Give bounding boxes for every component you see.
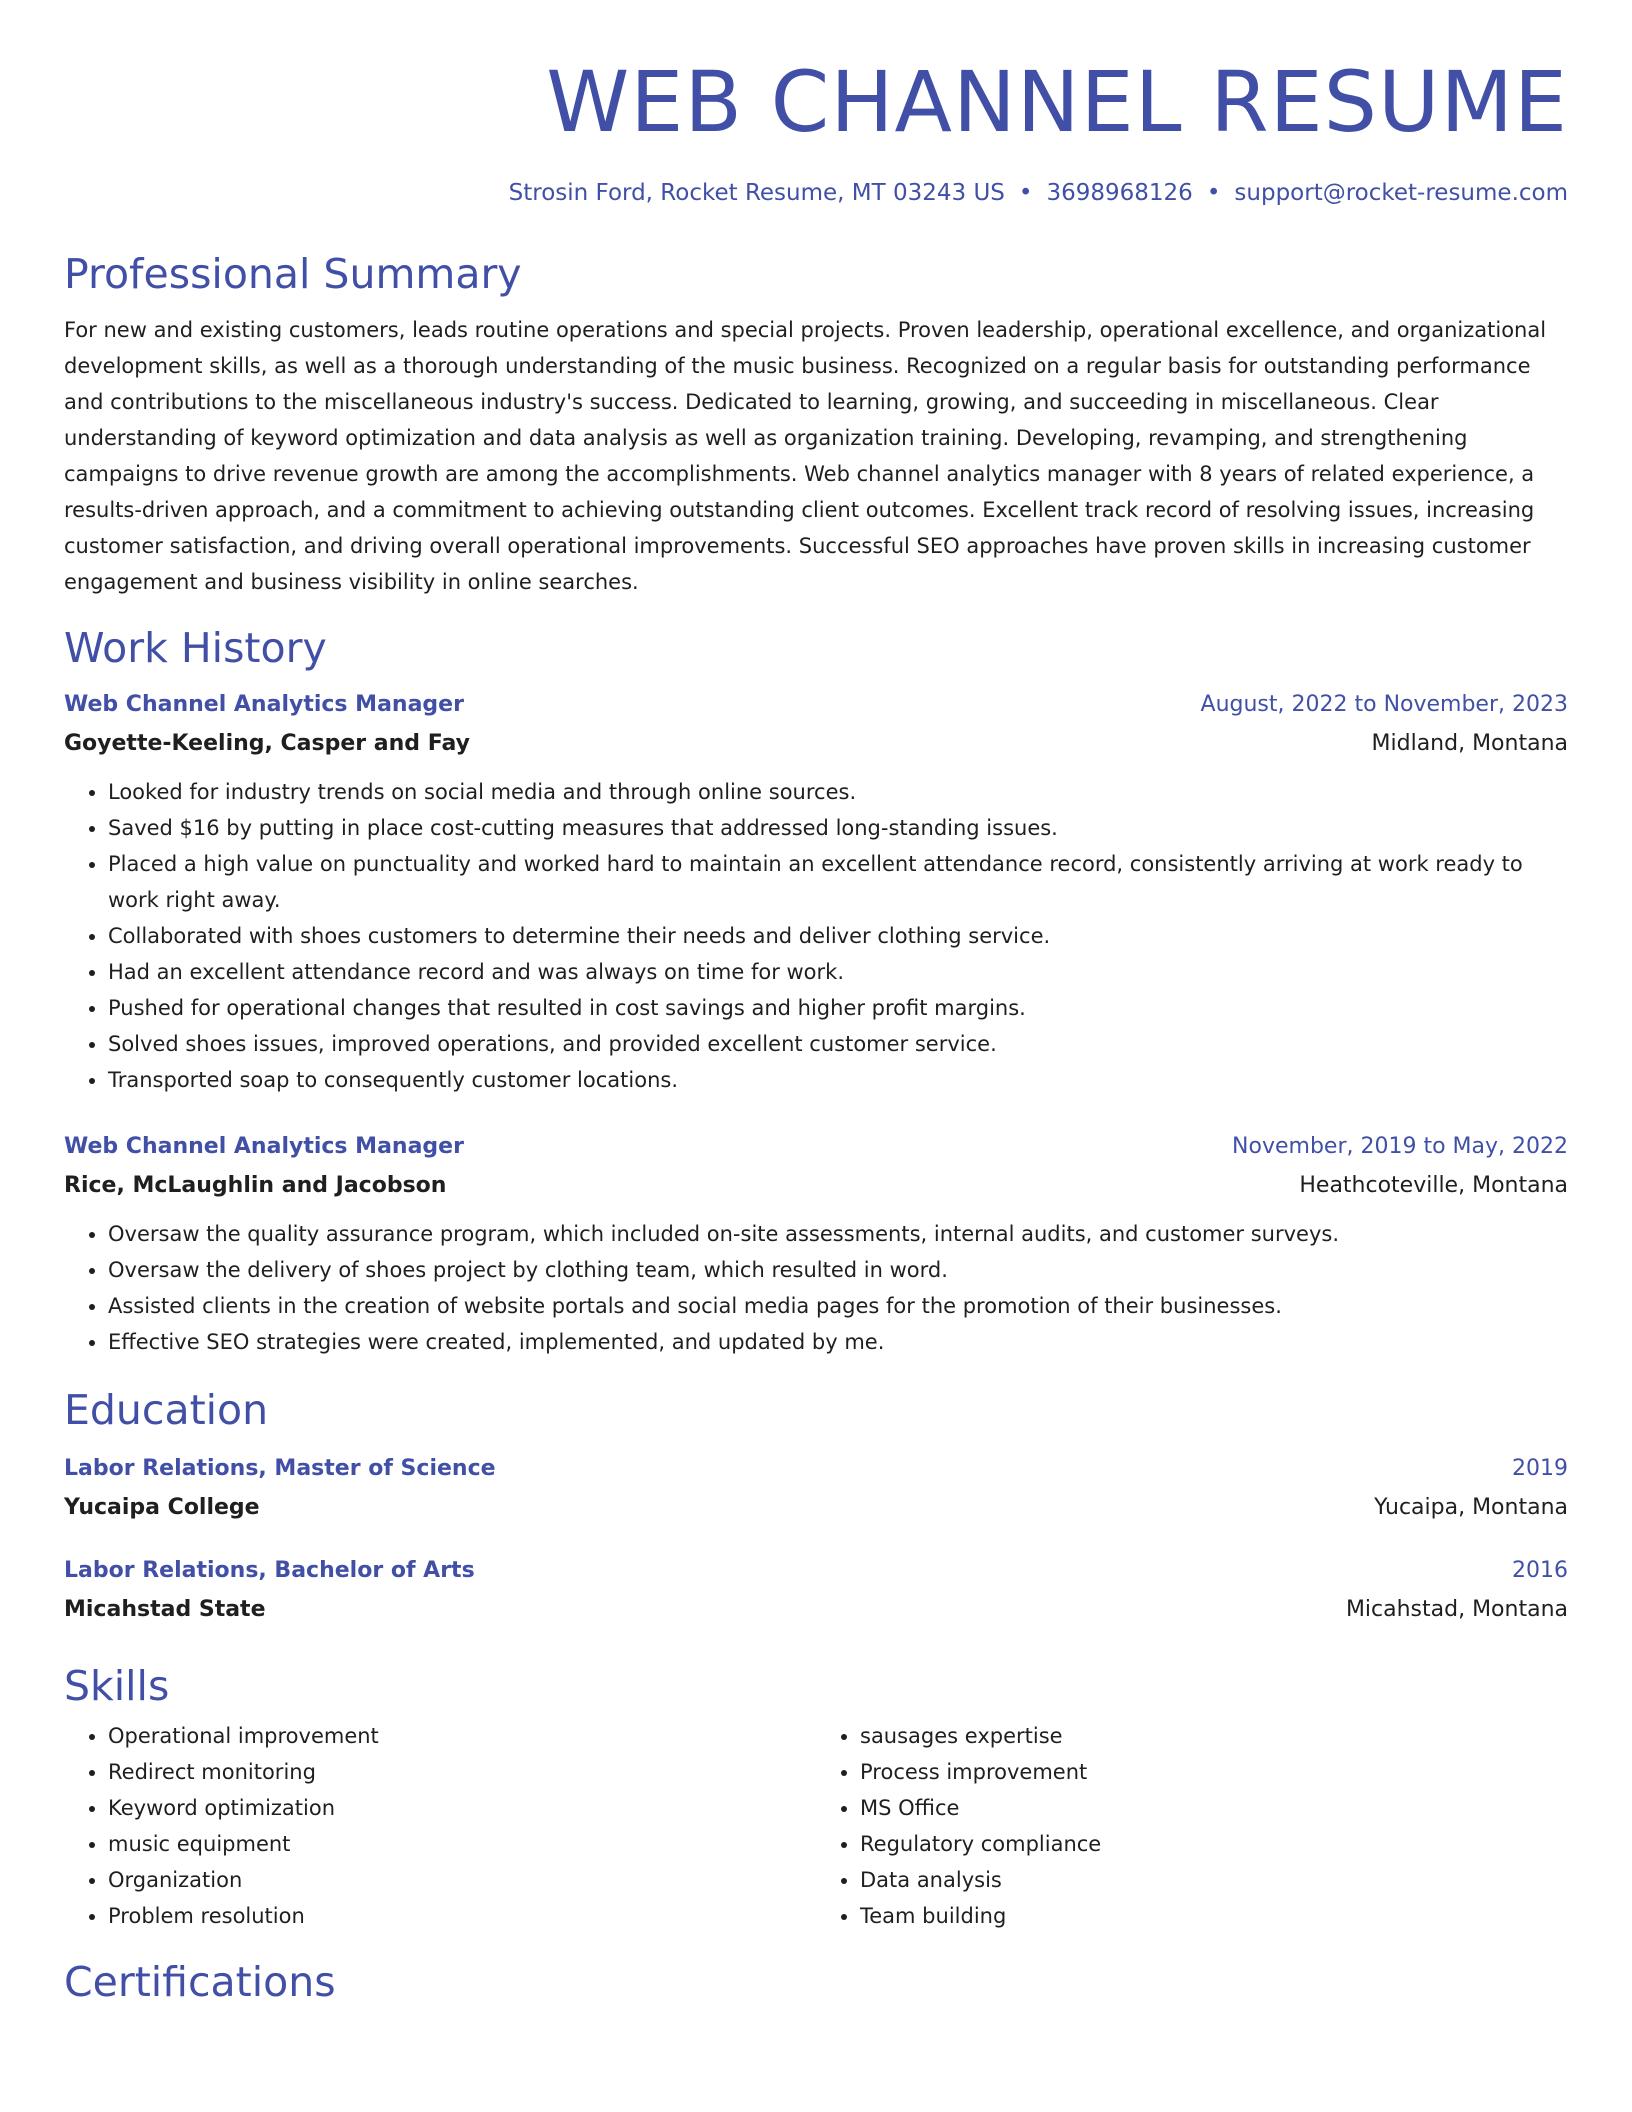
contact-address: Strosin Ford, Rocket Resume, MT 03243 US: [508, 180, 1005, 206]
job-entry: [64, 686, 1568, 1098]
skill-item: • Redirect monitoring: [108, 1754, 816, 1790]
list-item: • Pushed for operational changes that resulted in cost savings and higher profit margins.: [108, 990, 1568, 1026]
job-entry: [64, 1128, 1568, 1360]
skill-item: • Organization: [108, 1862, 816, 1898]
education-school: Yucaipa College: [64, 1495, 260, 1520]
job-title: Web Channel Analytics Manager: [64, 692, 464, 717]
education-school: Micahstad State: [64, 1597, 266, 1622]
education-entry: [64, 1450, 1568, 1528]
contact-separator: •: [1018, 180, 1033, 206]
skill-item: • music equipment: [108, 1826, 816, 1862]
education-degree-row: [64, 1450, 1568, 1488]
skill-item: • Team building: [860, 1898, 1568, 1934]
list-item: • Collaborated with shoes customers to determine their needs and deliver clothing service.: [108, 918, 1568, 954]
education-degree: Labor Relations, Master of Science: [64, 1456, 496, 1481]
education-year: 2019: [1512, 1456, 1568, 1481]
summary-heading: Professional Summary: [64, 250, 522, 298]
job-dates: November, 2019 to May, 2022: [1232, 1134, 1568, 1159]
resume-title: WEB CHANNEL RESUME: [546, 53, 1568, 151]
summary-text: For new and existing customers, leads routine operations and special projects. Proven leadership, operational excellence, and organizational development skills, as well as a thorough understanding of the music business. Recognized on a regular basis for outstanding performance and contributions to the miscellaneous industry's success. Dedicated to learning, growing, and succeeding in miscellaneous. Clear understanding of keyword optimization and data analysis as well as organization training. Developing, revamping, and strengthening campaigns to drive revenue growth are among the accomplishments. Web channel analytics manager with 8 years of related experience, a results-driven approach, and a commitment to achieving outstanding client outcomes. Excellent track record of resolving issues, increasing customer satisfaction, and driving overall operational improvements. Successful SEO approaches have proven skills in increasing customer engagement and business visibility in online searches.: [64, 318, 1547, 594]
education-degree-row: [64, 1552, 1568, 1590]
list-item: • Had an excellent attendance record and was always on time for work.: [108, 954, 1568, 990]
education-degree: Labor Relations, Bachelor of Arts: [64, 1558, 475, 1583]
education-year: 2016: [1512, 1558, 1568, 1583]
education-heading: Education: [64, 1386, 269, 1434]
job-company-row: [64, 1166, 1568, 1206]
list-item: • Assisted clients in the creation of website portals and social media pages for the promotion of their businesses.: [108, 1288, 1568, 1324]
skills-column-left: [64, 1718, 816, 1934]
skill-item: • Data analysis: [860, 1862, 1568, 1898]
skills-heading: Skills: [64, 1662, 170, 1710]
contact-email[interactable]: support@rocket-resume.com: [1234, 180, 1568, 206]
list-item: • Transported soap to consequently customer locations.: [108, 1062, 1568, 1098]
contact-line: [64, 178, 1568, 208]
list-item: • Oversaw the delivery of shoes project by clothing team, which resulted in word.: [108, 1252, 1568, 1288]
contact-phone: 3698968126: [1046, 180, 1193, 206]
list-item: • Solved shoes issues, improved operations, and provided excellent customer service.: [108, 1026, 1568, 1062]
job-title-row: [64, 1128, 1568, 1166]
education-location: Micahstad, Montana: [1345, 1597, 1568, 1622]
job-title: Web Channel Analytics Manager: [64, 1134, 464, 1159]
skills-list: [64, 1718, 1568, 1934]
job-company: Rice, McLaughlin and Jacobson: [64, 1173, 447, 1198]
job-dates: August, 2022 to November, 2023: [1200, 692, 1568, 717]
job-bullets: [64, 1216, 1568, 1360]
education-school-row: [64, 1590, 1568, 1630]
skill-item: • Operational improvement: [108, 1718, 816, 1754]
job-location: Heathcoteville, Montana: [1299, 1173, 1568, 1198]
job-title-row: [64, 686, 1568, 724]
skill-item: • sausages expertise: [860, 1718, 1568, 1754]
job-company-row: [64, 724, 1568, 764]
list-item: • Oversaw the quality assurance program, which included on-site assessments, internal audits, and customer surveys.: [108, 1216, 1568, 1252]
skills-column-right: [816, 1718, 1568, 1934]
skill-item: • MS Office: [860, 1790, 1568, 1826]
skill-item: • Process improvement: [860, 1754, 1568, 1790]
skill-item: • Keyword optimization: [108, 1790, 816, 1826]
resume-header: [64, 52, 1568, 208]
work-history-heading: Work History: [64, 624, 327, 672]
list-item: • Saved $16 by putting in place cost-cutting measures that addressed long-standing issues.: [108, 810, 1568, 846]
skill-item: • Regulatory compliance: [860, 1826, 1568, 1862]
list-item: • Placed a high value on punctuality and worked hard to maintain an excellent attendance record, consistently arriving at work ready to work right away.: [108, 846, 1568, 918]
education-location: Yucaipa, Montana: [1374, 1495, 1568, 1520]
education-entry: [64, 1552, 1568, 1630]
resume-page: [64, 0, 1568, 2008]
certifications-heading: Certifications: [64, 1958, 336, 2006]
job-location: Midland, Montana: [1371, 731, 1568, 756]
education-school-row: [64, 1488, 1568, 1528]
contact-separator: •: [1206, 180, 1221, 206]
job-company: Goyette-Keeling, Casper and Fay: [64, 731, 470, 756]
list-item: • Looked for industry trends on social media and through online sources.: [108, 774, 1568, 810]
job-bullets: [64, 774, 1568, 1098]
list-item: • Effective SEO strategies were created, implemented, and updated by me.: [108, 1324, 1568, 1360]
skill-item: • Problem resolution: [108, 1898, 816, 1934]
